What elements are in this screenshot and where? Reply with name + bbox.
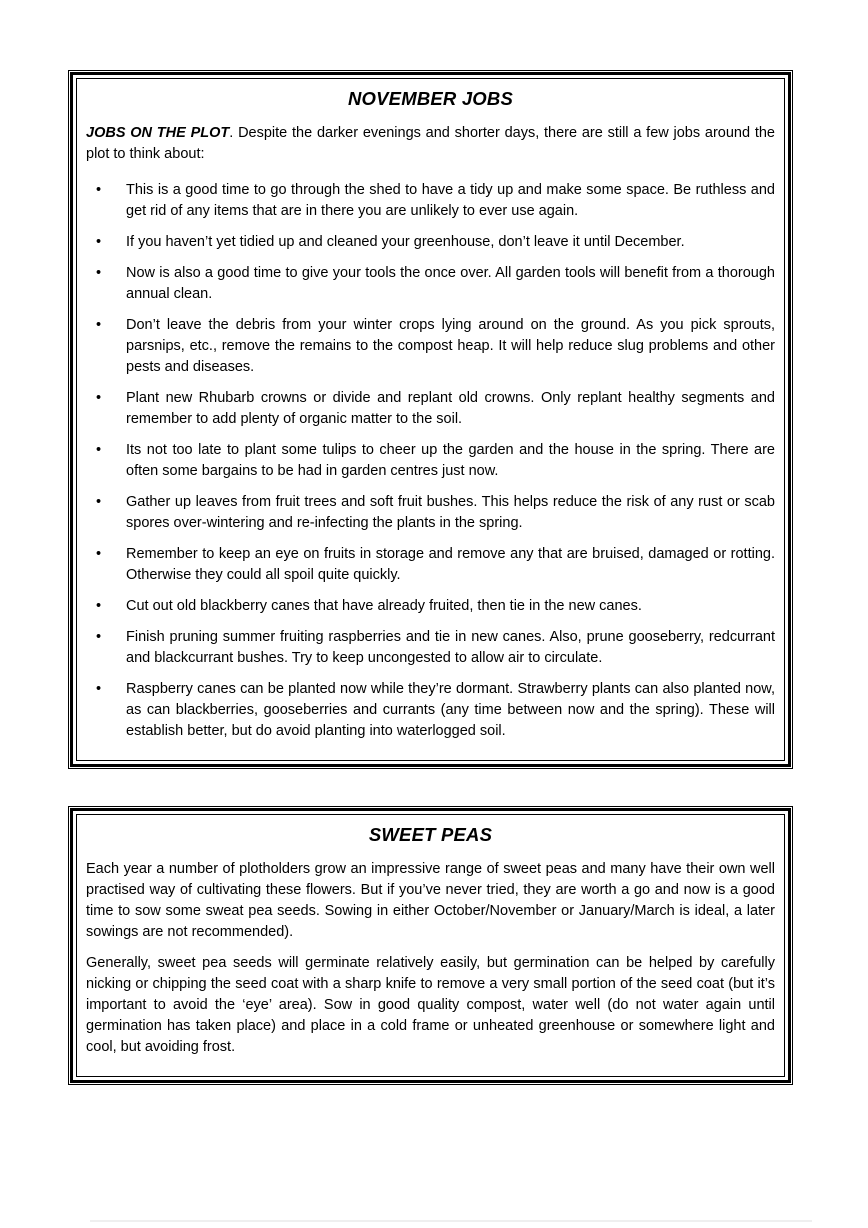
sweet-peas-box-frame <box>70 808 791 1083</box>
bullet-icon: • <box>96 317 102 333</box>
list-item <box>86 440 775 482</box>
list-item-text: If you haven’t yet tidied up and cleaned your greenhouse, don’t leave it until December. <box>126 234 685 250</box>
sweet-peas-paragraph: Generally, sweet pea seeds will germinate relatively easily, but germination can be helped by carefully nicking or chipping the seed coat with a sharp knife to remove a very small portion of the seed coat (but it’s important to avoid the ‘eye’ area). Sow in good quality compost, water well (do not water again until germination has taken place) and place in a cold frame or unheated greenhouse or somewhere light and cool, but avoiding frost. <box>86 955 775 1055</box>
bullet-icon: • <box>96 182 102 198</box>
list-item-text: Cut out old blackberry canes that have already fruited, then tie in the new canes. <box>126 598 642 614</box>
bullet-icon: • <box>96 629 102 645</box>
jobs-box-frame <box>70 72 791 767</box>
list-item <box>86 627 775 669</box>
list-item <box>86 492 775 534</box>
list-item-text: Raspberry canes can be planted now while they’re dormant. Strawberry plants can also planted now, as can blackberries, gooseberries and currants (any time between now and the spring). These will establish better, but do avoid planting into waterlogged soil. <box>126 681 775 739</box>
bullet-icon: • <box>96 546 102 562</box>
jobs-intro <box>86 123 775 165</box>
list-item-text: Don’t leave the debris from your winter crops lying around on the ground. As you pick sprouts, parsnips, etc., remove the remains to the compost heap. It will help reduce slug problems and other pests and diseases. <box>126 317 775 375</box>
list-item-text: This is a good time to go through the shed to have a tidy up and make some space. Be ruthless and get rid of any items that are in there you are unlikely to ever use again. <box>126 182 775 219</box>
bullet-icon: • <box>96 442 102 458</box>
list-item <box>86 232 775 253</box>
bullet-icon: • <box>96 681 102 697</box>
list-item-text: Gather up leaves from fruit trees and soft fruit bushes. This helps reduce the risk of any rust or scab spores over-wintering and re-infecting the plants in the spring. <box>126 494 775 531</box>
list-item-text: Plant new Rhubarb crowns or divide and replant old crowns. Only replant healthy segments and remember to add plenty of organic matter to the soil. <box>126 390 775 427</box>
jobs-box-content <box>76 78 785 761</box>
sweet-peas-paragraph: Each year a number of plotholders grow an impressive range of sweet peas and many have their own well practised way of cultivating these flowers. But if you’ve never tried, they are worth a go and now is a good time to sow some sweat pea seeds. Sowing in either October/November or January/March is ideal, a later sowings are not recommended). <box>86 861 775 940</box>
list-item <box>86 544 775 586</box>
list-item <box>86 315 775 378</box>
page-bottom-faint-rule <box>90 1220 812 1222</box>
list-item-text: Now is also a good time to give your tools the once over. All garden tools will benefit from a thorough annual clean. <box>126 265 775 302</box>
list-item-text: Remember to keep an eye on fruits in storage and remove any that are bruised, damaged or rotting. Otherwise they could all spoil quite quickly. <box>126 546 775 583</box>
bullet-icon: • <box>96 598 102 614</box>
list-item <box>86 679 775 742</box>
list-item <box>86 263 775 305</box>
bullet-icon: • <box>96 234 102 250</box>
bullet-icon: • <box>96 390 102 406</box>
jobs-bullet-list <box>86 180 775 742</box>
list-item <box>86 596 775 617</box>
list-item-text: Its not too late to plant some tulips to cheer up the garden and the house in the spring. There are often some bargains to be had in garden centres just now. <box>126 442 775 479</box>
list-item-text: Finish pruning summer fruiting raspberries and tie in new canes. Also, prune gooseberry, redcurrant and blackcurrant bushes. Try to keep uncongested to allow air to circulate. <box>126 629 775 666</box>
list-item <box>86 180 775 222</box>
jobs-intro-rest: . Despite the darker evenings and shorter days, there are still a few jobs around the plot to think about: <box>86 125 775 162</box>
sweet-peas-title: SWEET PEAS <box>368 824 493 845</box>
bullet-icon: • <box>96 494 102 510</box>
jobs-intro-lead: JOBS ON THE PLOT <box>86 125 230 141</box>
jobs-title: NOVEMBER JOBS <box>347 88 514 109</box>
bullet-icon: • <box>96 265 102 281</box>
sweet-peas-box <box>68 806 793 1085</box>
november-jobs-box <box>68 70 793 769</box>
sweet-peas-box-content <box>76 814 785 1077</box>
list-item <box>86 388 775 430</box>
